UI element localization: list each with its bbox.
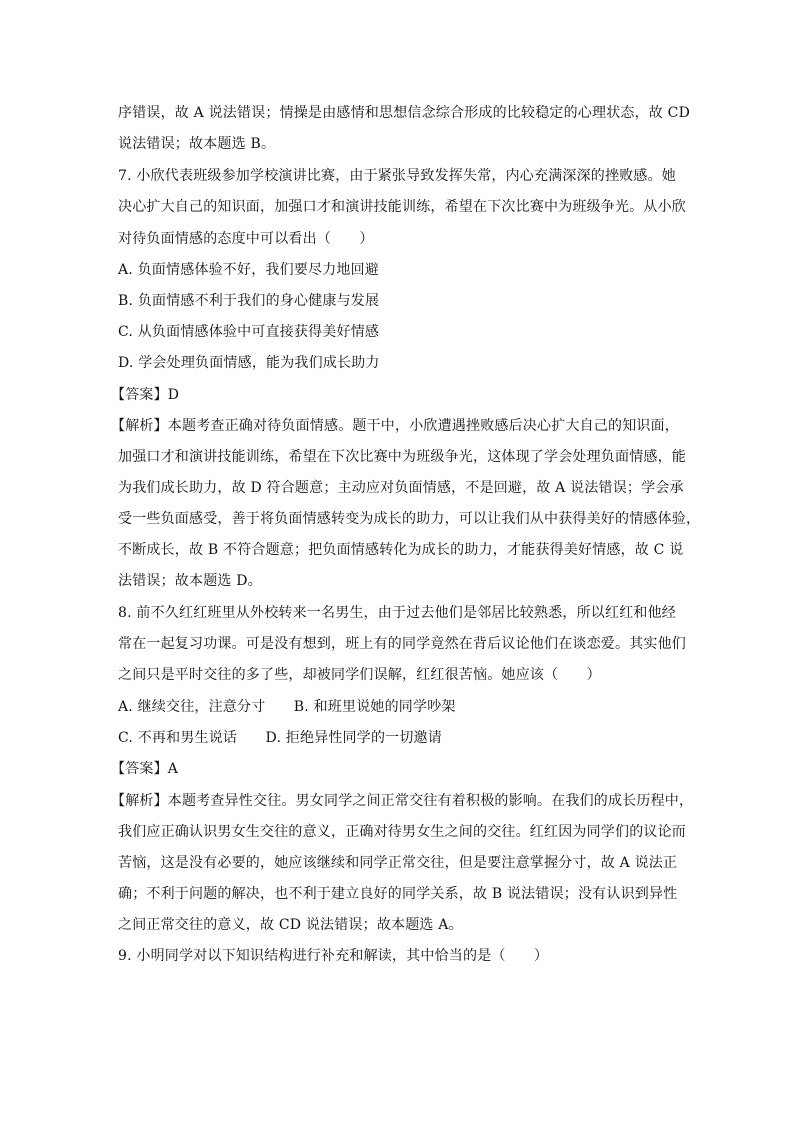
options-c-d: C. 不再和男生说话 D. 拒绝异性同学的一切邀请 [118,730,442,746]
text-line: 之间只是平时交往的多了些，却被同学们误解，红红很苦恼。她应该（ ） [118,667,601,683]
text-line: 为我们成长助力，故 D 符合题意；主动应对负面情感，不是回避，故 A 说法错误；学会承 [118,480,684,496]
text-line: 常在一起复习功课。可是没有想到，班上有的同学竟然在背后议论他们在谈恋爱。其实他们 [118,636,686,652]
text-line: 加强口才和演讲技能训练，希望在下次比赛中为班级争光，这体现了学会处理负面情感，能 [118,449,686,465]
text-line: 说法错误；故本题选 B。 [118,136,276,152]
analysis-paragraph: 【解析】本题考查正确对待负面情感。题干中，小欣遭遇挫败感后决心扩大自己的知识面， [111,418,679,434]
text-line: 苦恼，这是没有必要的，她应该继续和同学正常交往，但是要注意掌握分寸，故 A 说法正 [118,855,678,871]
text-line: 确；不利于问题的解决，也不利于建立良好的同学关系，故 B 说法错误；没有认识到异性 [118,886,678,902]
question-8-stem: 8. 前不久红红班里从外校转来一名男生，由于过去他们是邻居比较熟悉，所以红红和他经 [118,605,677,621]
question-7-stem: 7. 小欣代表班级参加学校演讲比赛，由于紧张导致发挥失常，内心充满深深的挫败感。她 [118,168,677,184]
answer-label: 【答案】D [111,387,180,403]
option-b: B. 负面情感不利于我们的身心健康与发展 [118,293,380,309]
text-line: 对待负面情感的态度中可以看出（ ） [118,231,374,247]
text-line: 法错误；故本题选 D。 [118,573,262,589]
text-line: 受一些负面感受，善于将负面情感转变为成长的助力，可以让我们从中获得美好的情感体验， [118,511,701,527]
answer-label: 【答案】A [111,761,179,777]
analysis-paragraph: 【解析】本题考查异性交往。男女同学之间正常交往有着积极的影响。在我们的成长历程中， [111,793,694,809]
text-line: 我们应正确认识男女生交往的意义，正确对待男女生之间的交往。红红因为同学们的议论而 [118,824,686,840]
option-d: D. 学会处理负面情感，能为我们成长助力 [118,355,380,371]
text-line: 不断成长，故 B 不符合题意；把负面情感转化为成长的助力，才能获得美好情感，故 C 说 [118,542,684,558]
option-a: A. 负面情感体验不好，我们要尽力地回避 [118,262,380,278]
options-a-b: A. 继续交往，注意分寸 B. 和班里说她的同学吵架 [118,699,456,715]
text-line: 决心扩大自己的知识面，加强口才和演讲技能训练，希望在下次比赛中为班级争光。从小欣 [118,199,686,215]
text-line: 序错误，故 A 说法错误；情操是由感情和思想信念综合形成的比较稳定的心理状态，故 CD [118,105,690,121]
option-c: C. 从负面情感体验中可直接获得美好情感 [118,324,380,340]
text-line: 之间正常交往的意义，故 CD 说法错误；故本题选 A。 [118,917,463,933]
question-9-stem: 9. 小明同学对以下知识结构进行补充和解读，其中恰当的是（ ） [118,948,549,964]
